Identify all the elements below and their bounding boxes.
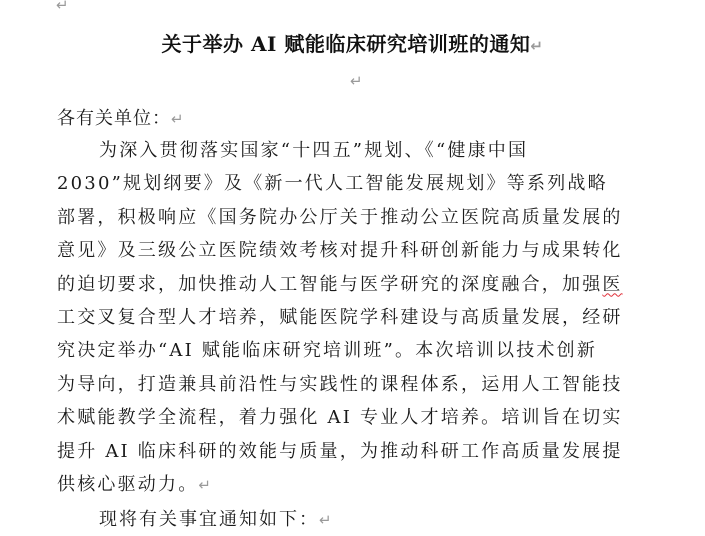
paragraph-mark-icon: ↵ (198, 476, 214, 495)
body-line: 提升 AI 临床科研的效能与质量，为推动科研工作高质量发展提 (57, 440, 623, 462)
body-line: 意见》及三级公立医院绩效考核对提升科研创新能力与成果转化 (57, 240, 623, 262)
document-title[interactable] (0, 28, 705, 57)
body-line: 部署，积极响应《国务院办公厅关于推动公立医院高质量发展的 (57, 206, 623, 228)
closing-line[interactable] (99, 505, 334, 531)
body-line-with-spellcheck (57, 268, 657, 301)
body-line-last (57, 468, 657, 502)
paragraph-mark-icon: ↵ (171, 110, 185, 128)
body-line-text: 的迫切要求，加快推动人工智能与医学研究的深度融合，加强 (57, 273, 603, 295)
paragraph-mark-icon: ↵ (56, 0, 69, 14)
document-title-text: 关于举办 AI 赋能临床研究培训班的通知 (161, 32, 531, 56)
body-line: 工交叉复合型人才培养，赋能医院学科建设与高质量发展，经研 (57, 307, 623, 329)
body-line: 术赋能教学全流程，着力强化 AI 专业人才培养。培训旨在切实 (57, 407, 623, 429)
salutation-line[interactable] (57, 104, 185, 130)
closing-text: 现将有关事宜通知如下： (99, 509, 319, 530)
paragraph-mark-icon: ↵ (530, 37, 544, 55)
body-line: 究决定举办“AI 赋能临床研究培训班”。本次培训以技术创新 (57, 340, 598, 362)
salutation-text: 各有关单位： (57, 108, 171, 129)
body-line-text: 供核心驱动力。 (57, 474, 199, 496)
body-line: 为导向，打造兼具前沿性与实践性的课程体系，运用人工智能技 (57, 373, 623, 395)
paragraph-mark-icon: ↵ (350, 72, 363, 90)
body-paragraph[interactable] (57, 134, 657, 502)
body-line: 为深入贯彻落实国家“十四五”规划、《“健康中国 (99, 140, 529, 161)
body-line: 2030”规划纲要》及《新一代人工智能发展规划》等系列战略 (57, 173, 608, 195)
spellcheck-underline: 医 (602, 273, 623, 295)
paragraph-mark-icon: ↵ (319, 511, 334, 529)
